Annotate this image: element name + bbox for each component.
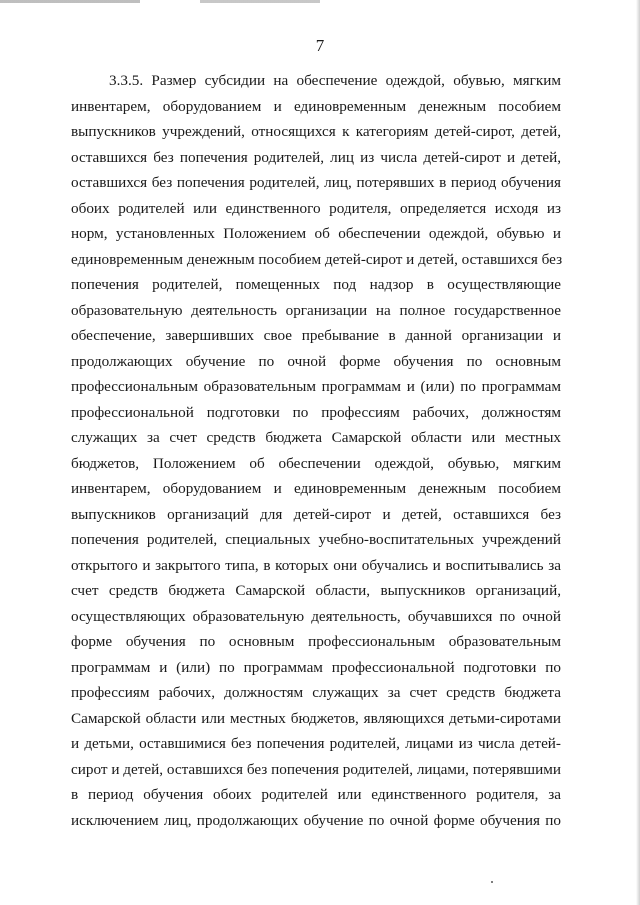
paragraph-line: оставшихся без попечения родителей, лиц, потерявших в период обучения [71, 174, 561, 191]
paragraph-line: попечения родителей, помещенных под надзор в осуществляющие [71, 276, 561, 293]
paragraph-line: обоих родителей или единственного родителя, определяется исходя из [71, 199, 561, 217]
paragraph-line: оставшихся без попечения родителей, лиц из числа детей-сирот и детей, [71, 148, 561, 166]
paragraph-line: сирот и детей, оставшихся без попечения родителей, лицами, потерявшими [71, 760, 561, 778]
paragraph-line: профессиональным образовательным программам и (или) по программам [71, 378, 561, 395]
paragraph-line: профессиям рабочих, должностям служащих за счет средств бюджета [71, 684, 561, 701]
scan-edge-right [636, 0, 640, 905]
paragraph-line: осуществляющих образовательную деятельность, обучавшихся по очной [71, 607, 561, 625]
paragraph-line: бюджетов, Положением об обеспечении одеждой, обувью, мягким [71, 454, 561, 472]
paragraph-line: единовременным денежным пособием детей-сирот и детей, оставшихся без [71, 250, 563, 268]
paragraph-line: открытого и закрытого типа, в которых они обучались и воспитывались за [71, 556, 561, 574]
scan-edge-top [0, 0, 640, 3]
paragraph-line: в период обучения обоих родителей или единственного родителя, за [71, 786, 561, 803]
paragraph-line: выпускников организаций для детей-сирот и детей, оставшихся без [71, 505, 561, 523]
paragraph-line: исключением лиц, продолжающих обучение по очной форме обучения по [71, 811, 561, 829]
paragraph-line: счет средств бюджета Самарской области, выпускников организаций, [71, 582, 561, 599]
document-paragraph [71, 68, 561, 833]
paragraph-line: форме обучения по основным профессиональным образовательным [71, 633, 561, 650]
paragraph-line: попечения родителей, специальных учебно-воспитательных учреждений [71, 531, 561, 548]
paragraph-line: служащих за счет средств бюджета Самарской области или местных [71, 429, 561, 446]
paragraph-line: образовательную деятельность организации на полное государственное [71, 301, 561, 319]
page-number: 7 [315, 36, 325, 55]
paragraph-line: инвентарем, оборудованием и единовременным денежным пособием [71, 480, 561, 497]
paragraph-line: Самарской области или местных бюджетов, являющихся детьми-сиротами [71, 709, 561, 727]
paragraph-line: профессиональной подготовки по профессиям рабочих, должностям [71, 403, 561, 421]
paragraph-line: норм, установленных Положением об обеспечении одеждой, обувью и [71, 225, 561, 242]
paragraph-line: программам и (или) по программам профессиональной подготовки по [71, 658, 561, 676]
paragraph-line: продолжающих обучение по очной форме обучения по основным [71, 352, 561, 370]
paragraph-line: выпускников учреждений, относящихся к категориям детей-сирот, детей, [71, 123, 561, 140]
paragraph-line: и детьми, оставшимися без попечения родителей, лицами из числа детей- [71, 735, 561, 752]
paragraph-line: 3.3.5. Размер субсидии на обеспечение одеждой, обувью, мягким [109, 72, 561, 89]
paragraph-line: инвентарем, оборудованием и единовременным денежным пособием [71, 97, 561, 115]
scan-speck [491, 881, 493, 883]
paragraph-line: обеспечение, завершивших свое пребывание в данной организации и [71, 327, 561, 344]
